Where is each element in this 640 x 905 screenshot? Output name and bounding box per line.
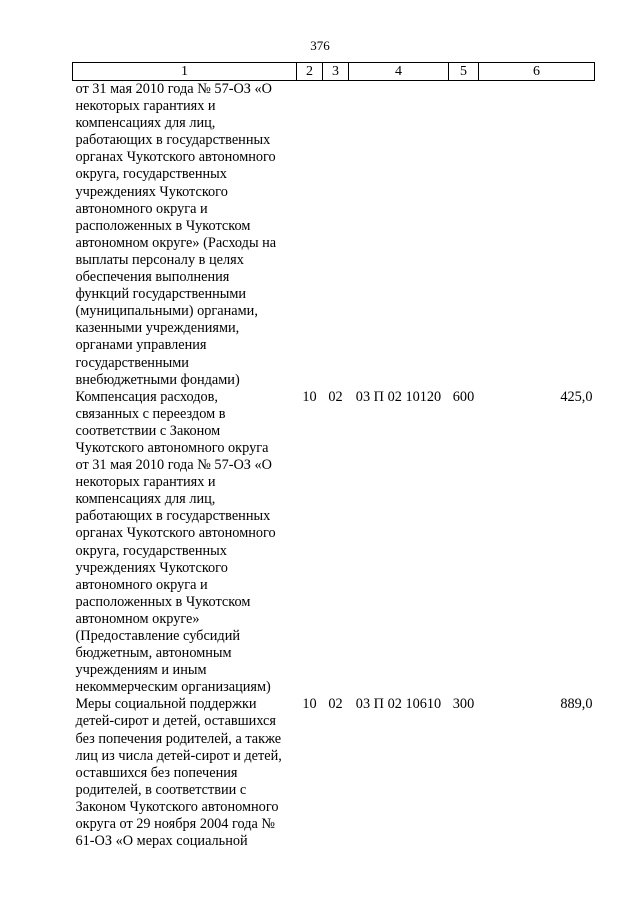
column-header-type: 5 bbox=[449, 63, 479, 81]
row-subsection: 02 bbox=[328, 696, 343, 713]
column-header-target: 4 bbox=[349, 63, 449, 81]
row-subsection bbox=[323, 81, 349, 389]
row-target: 03 П 02 10610 bbox=[355, 696, 442, 713]
row-name: Меры социальной поддержки детей-сирот и детей, оставшихся без попечения родителей, а также лиц из числа детей-сирот и детей, оставшихся без попечения родителей, в соответствии с Законом Чукотского автономного округа от 29 ноября 2004 года № 61-ОЗ «О мерах социальной bbox=[75, 696, 282, 850]
row-type: 600 bbox=[452, 388, 475, 405]
table-row bbox=[73, 389, 595, 697]
row-type bbox=[449, 81, 479, 389]
row-name: от 31 мая 2010 года № 57-ОЗ «О некоторых гарантиях и компенсациях для лиц, работающих в государственных органах Чукотского автономного округа, государственных учреждениях Чукотского автономного округа и расположенных в Чукотском автономном округе» (Расходы на выплаты персоналу в целях обеспечения выполнения функций государственными (муниципальными) органами, казенными учреждениями, органами управления государственными внебюджетными фондами) bbox=[75, 81, 277, 388]
row-section: 10 bbox=[302, 388, 317, 405]
page-number: 376 bbox=[310, 38, 330, 53]
row-amount: 889,0 bbox=[560, 696, 593, 713]
row-subsection: 02 bbox=[328, 388, 343, 405]
row-section: 10 bbox=[302, 696, 317, 713]
row-target bbox=[349, 81, 449, 389]
column-header-name: 1 bbox=[73, 63, 297, 81]
row-type: 300 bbox=[452, 696, 475, 713]
table-row bbox=[73, 696, 595, 850]
table-row bbox=[73, 81, 595, 389]
row-name: Компенсация расходов, связанных с переездом в соответствии с Законом Чукотского автономного округа от 31 мая 2010 года № 57-ОЗ «О некоторых гарантиях и компенсациях для лиц, работающих в государственных органах Чукотского автономного округа, государственных учреждениях Чукотского автономного округа и расположенных в Чукотском автономном округе» (Предоставление субсидий бюджетным, автономным учреждениям и иным некоммерческим организациям) bbox=[75, 388, 276, 696]
column-header-amount: 6 bbox=[479, 63, 595, 81]
row-amount: 425,0 bbox=[560, 388, 593, 405]
column-header-section: 2 bbox=[297, 63, 323, 81]
column-header-subsection: 3 bbox=[323, 63, 349, 81]
table-header-row bbox=[73, 63, 595, 81]
budget-table bbox=[72, 62, 595, 850]
row-target: 03 П 02 10120 bbox=[355, 388, 442, 405]
row-amount bbox=[479, 81, 595, 389]
row-section bbox=[297, 81, 323, 389]
